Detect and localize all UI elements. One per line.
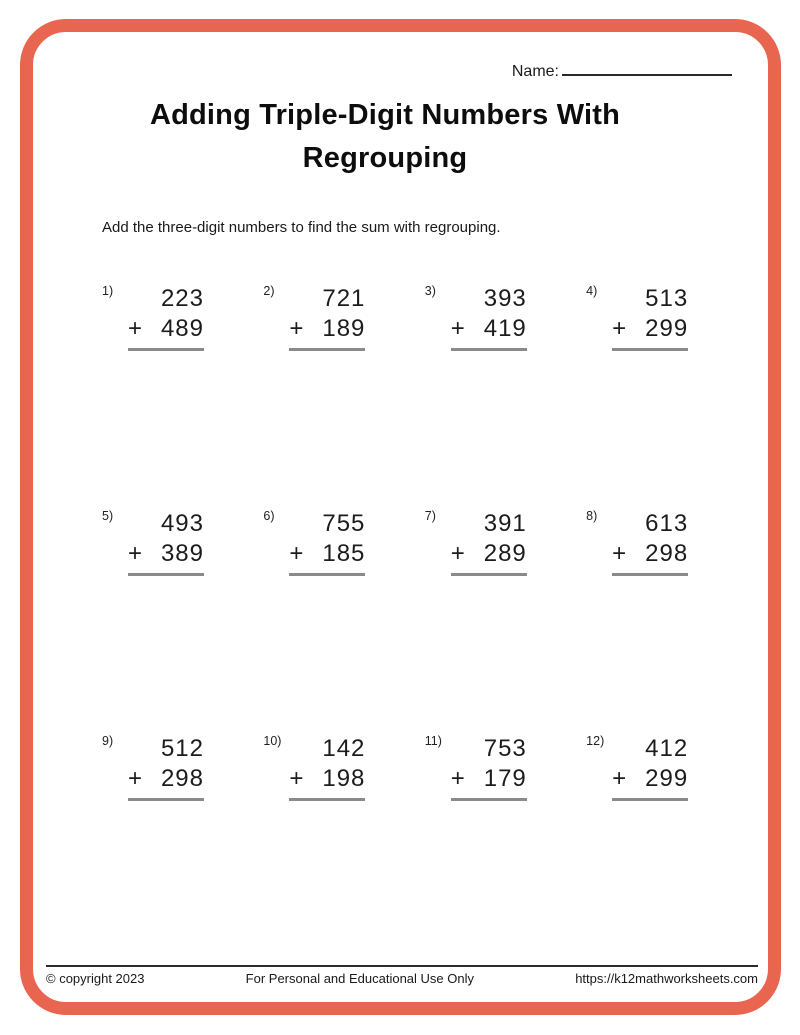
- addend-top: 391: [483, 510, 527, 537]
- problem-work-area: [289, 511, 365, 576]
- plus-operator: +: [450, 315, 465, 342]
- addend-bottom: 185: [322, 540, 366, 567]
- addition-problem: [419, 280, 580, 505]
- addend-bottom: 299: [645, 315, 689, 342]
- problem-number-label: 11): [424, 734, 442, 748]
- addition-problem: [257, 505, 418, 730]
- addend-bottom: 389: [160, 540, 204, 567]
- addend-top: 513: [645, 285, 689, 312]
- problems-grid: [96, 280, 756, 955]
- problem-number-label: 5): [102, 509, 114, 523]
- addend-bottom-row: [128, 766, 204, 792]
- addend-bottom-row: [612, 766, 688, 792]
- footer-website-link[interactable]: https://k12mathworksheets.com: [575, 971, 758, 986]
- addend-bottom-row: [612, 541, 688, 567]
- addend-bottom-row: [612, 316, 688, 342]
- problem-work-area: [451, 736, 527, 801]
- footer-divider: [46, 965, 758, 967]
- problem-work-area: [612, 286, 688, 351]
- problem-work-area: [451, 286, 527, 351]
- addend-top: 512: [160, 735, 204, 762]
- addend-top: 223: [160, 285, 204, 312]
- problem-work-area: [612, 736, 688, 801]
- addend-top: 493: [160, 510, 204, 537]
- plus-operator: +: [289, 315, 304, 342]
- addend-bottom: 299: [645, 765, 689, 792]
- plus-operator: +: [450, 765, 465, 792]
- plus-operator: +: [128, 315, 143, 342]
- addition-problem: [580, 730, 741, 955]
- problems-row-2: [96, 505, 756, 730]
- page-title-line-1: Adding Triple-Digit Numbers With: [149, 99, 621, 131]
- addend-bottom-row: [289, 316, 365, 342]
- name-line: [562, 61, 732, 76]
- addend-bottom-row: [128, 316, 204, 342]
- problem-number-label: 3): [424, 284, 436, 298]
- plus-operator: +: [128, 765, 143, 792]
- problem-work-area: [612, 511, 688, 576]
- addend-top: 393: [483, 285, 527, 312]
- name-label: Name:: [511, 63, 559, 80]
- addend-bottom: 298: [645, 540, 689, 567]
- addition-problem: [580, 505, 741, 730]
- addend-bottom-row: [451, 316, 527, 342]
- plus-operator: +: [289, 765, 304, 792]
- addend-bottom: 489: [160, 315, 204, 342]
- page-title-line-2: Regrouping: [302, 142, 468, 174]
- addend-top: 753: [483, 735, 527, 762]
- problem-number-label: 9): [102, 734, 114, 748]
- footer: [46, 971, 758, 986]
- instruction-text: Add the three-digit numbers to find the sum with regrouping.: [102, 219, 501, 236]
- addend-top: 142: [322, 735, 366, 762]
- problem-work-area: [128, 736, 204, 801]
- addend-top: 613: [645, 510, 689, 537]
- addend-bottom: 198: [322, 765, 366, 792]
- footer-copyright: © copyright 2023: [46, 971, 145, 986]
- plus-operator: +: [612, 540, 627, 567]
- plus-operator: +: [128, 540, 143, 567]
- problem-work-area: [289, 286, 365, 351]
- problem-number-label: 7): [424, 509, 436, 523]
- addition-problem: [419, 730, 580, 955]
- addend-bottom: 179: [483, 765, 527, 792]
- problem-number-label: 6): [263, 509, 275, 523]
- problem-work-area: [289, 736, 365, 801]
- addend-bottom-row: [289, 541, 365, 567]
- problem-number-label: 2): [263, 284, 275, 298]
- problems-row-3: [96, 730, 756, 955]
- problems-row-1: [96, 280, 756, 505]
- problem-number-label: 4): [586, 284, 598, 298]
- addition-problem: [96, 730, 257, 955]
- addition-problem: [419, 505, 580, 730]
- problem-number-label: 10): [263, 734, 282, 748]
- addend-top: 412: [645, 735, 689, 762]
- addition-problem: [96, 505, 257, 730]
- addend-bottom: 419: [483, 315, 527, 342]
- problem-number-label: 12): [586, 734, 605, 748]
- addition-problem: [96, 280, 257, 505]
- addend-bottom: 189: [322, 315, 366, 342]
- addend-top: 721: [322, 285, 366, 312]
- page-title: [0, 94, 770, 180]
- problem-work-area: [128, 511, 204, 576]
- plus-operator: +: [612, 765, 627, 792]
- plus-operator: +: [289, 540, 304, 567]
- addend-bottom-row: [289, 766, 365, 792]
- addend-bottom-row: [451, 766, 527, 792]
- plus-operator: +: [450, 540, 465, 567]
- addition-problem: [257, 730, 418, 955]
- addition-problem: [257, 280, 418, 505]
- name-field: [512, 61, 732, 81]
- footer-usage-note: For Personal and Educational Use Only: [245, 971, 475, 986]
- addend-bottom-row: [128, 541, 204, 567]
- problem-number-label: 1): [102, 284, 114, 298]
- addend-bottom-row: [451, 541, 527, 567]
- addition-problem: [580, 280, 741, 505]
- addend-top: 755: [322, 510, 366, 537]
- plus-operator: +: [612, 315, 627, 342]
- addend-bottom: 298: [160, 765, 204, 792]
- problem-work-area: [451, 511, 527, 576]
- problem-number-label: 8): [586, 509, 598, 523]
- addend-bottom: 289: [483, 540, 527, 567]
- problem-work-area: [128, 286, 204, 351]
